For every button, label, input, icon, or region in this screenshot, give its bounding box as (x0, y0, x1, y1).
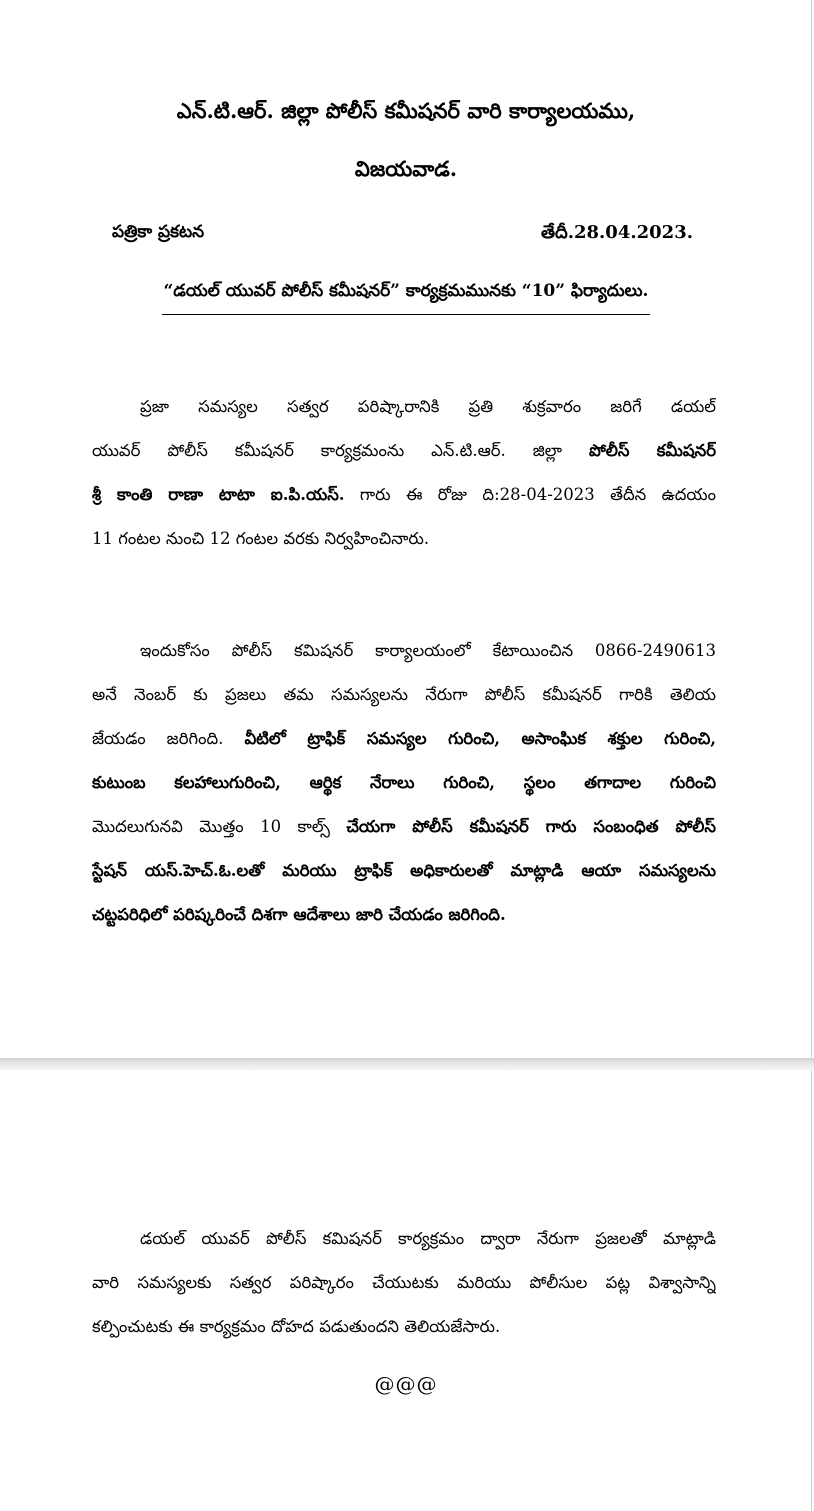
closing-mark: @@@ (374, 1372, 438, 1396)
paragraph-line: 11 గంటల నుంచి 12 గంటల వరకు నిర్వహించినారు. (92, 529, 430, 548)
date-label: తేదీ.28.04.2023. (541, 222, 693, 243)
paragraph-line: ప్రజా సమస్యల సత్వర పరిష్కారానికి ప్రతి శుక్రవారం జరిగే డయల్ (140, 397, 716, 416)
text-span: జేయడం జరిగింది. (92, 729, 245, 748)
text-span: గారు ఈ రోజు ది:28-04-2023 తేదీన ఉదయం (344, 485, 716, 504)
bold-text-span: పోలీస్ కమీషనర్ (588, 441, 716, 460)
bold-text-span: వీటిలో ట్రాఫిక్ సమస్యల గురించి, అసాంఘిక శక్తుల గురించి, (244, 729, 716, 748)
paragraph-line: వారి సమస్యలకు సత్వర పరిష్కారం చేయుటకు మరియు పోలీసుల పట్ల విశ్వాసాన్ని (92, 1273, 716, 1292)
subject-text: “డయల్ యువర్ పోలీస్ కమీషనర్” కార్యక్రమమునకు “10” ఫిర్యాదులు. (162, 281, 651, 315)
bold-text-span: చేయగా పోలీస్ కమీషనర్ గారు సంబంధిత పోలీస్ (346, 817, 716, 836)
paragraph-line: ఇందుకోసం పోలీస్ కమిషనర్ కార్యాలయంలో కేటాయించిన 0866-2490613 (140, 641, 716, 660)
paragraph-1 (92, 385, 716, 561)
office-title: ఎన్.టి.ఆర్. జిల్లా పోలీస్ కమీషనర్ వారి కార్యాలయము, (176, 98, 636, 123)
paragraph-line: స్టేషన్ యస్.హెచ్.ఓ.లతో మరియు ట్రాఫిక్ అధికారులతో మాట్లాడి ఆయా సమస్యలను (92, 861, 716, 880)
page-separator (0, 1058, 814, 1070)
paragraph-line (92, 717, 716, 761)
text-span: మొదలుగునవి మొత్తం 10 కాల్స్ (92, 817, 347, 836)
paragraph-2 (92, 629, 716, 937)
subject-line (0, 281, 812, 315)
paragraph-line (92, 805, 716, 849)
paragraph-line: అనే నెంబర్ కు ప్రజలు తమ సమస్యలను నేరుగా పోలీస్ కమీషనర్ గారికి తెలియ (92, 685, 716, 704)
paragraph-line: కల్పించుటకు ఈ కార్యక్రమం దోహద పడుతుందని తెలియజేసారు. (92, 1317, 501, 1336)
text-span: యువర్ పోలీస్ కమీషనర్ కార్యక్రమంను ఎన్.టి.ఆర్. జిల్లా (92, 441, 589, 460)
office-city: విజయవాడ. (354, 156, 458, 181)
paragraph-line: కుటుంబ కలహాలుగురించి, ఆర్థిక నేరాలు గురించి, స్థలం తగాదాల గురించి (92, 773, 716, 792)
paragraph-line (92, 429, 716, 473)
paragraph-line: డయల్ యువర్ పోలీస్ కమిషనర్ కార్యక్రమం ద్వారా నేరుగా ప్రజలతో మాట్లాడి (140, 1229, 716, 1248)
paragraph-line (92, 473, 716, 517)
paragraph-3 (92, 1217, 716, 1349)
bold-text-span: శ్రీ కాంతి రాణా టాటా ఐ.పి.యస్. (92, 485, 345, 504)
press-release-label: పత్రికా ప్రకటన (112, 222, 205, 242)
paragraph-line: చట్టపరిధిలో పరిష్కరించే దిశగా ఆదేశాలు జారి చేయడం జరిగింది. (92, 905, 506, 924)
